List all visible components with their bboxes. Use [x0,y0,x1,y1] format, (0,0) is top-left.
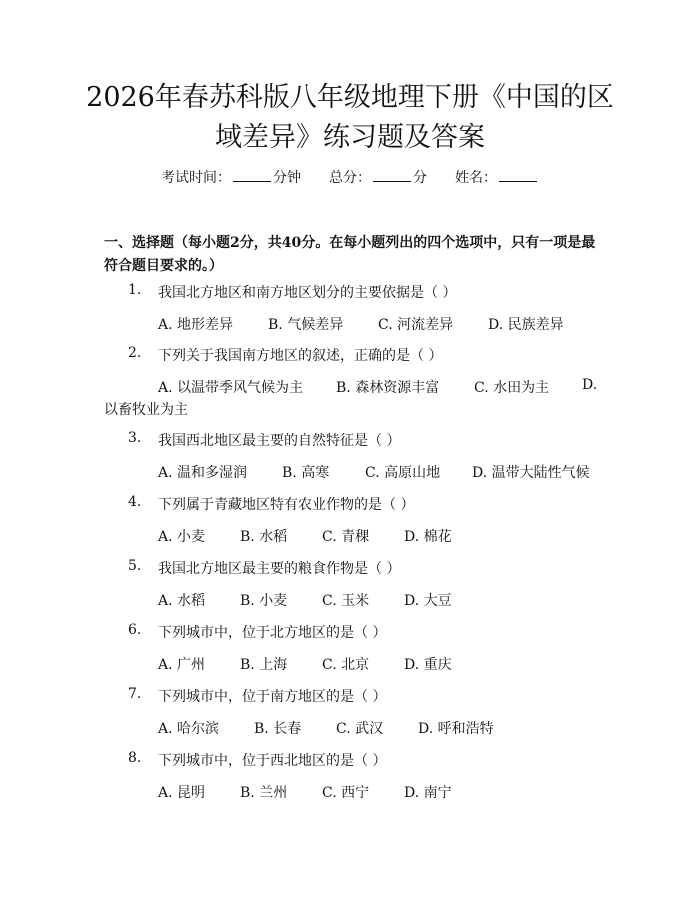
question-number: 6. [128,622,142,638]
option-d: D. 重庆 [404,657,452,673]
score-unit: 分 [413,170,427,186]
title-line-2: 域差异》练习题及答案 [215,122,485,153]
option-d: D. 大豆 [404,593,452,609]
option-c: C. 武汉 [336,721,384,737]
question-number: 8. [128,750,142,766]
question-number: 5. [128,558,142,574]
option-b: B. 水稻 [240,529,288,545]
option-c: C. 北京 [322,657,370,673]
option-c: C. 河流差异 [378,317,454,333]
question-text: 我国北方地区最主要的粮食作物是（ ） [158,561,401,577]
document-title [0,78,700,158]
name-label: 姓名： [455,170,497,186]
option-a: A. 温和多湿润 [158,465,248,481]
question-number: 7. [128,686,142,702]
option-b: B. 小麦 [240,593,288,609]
option-d: D. 呼和浩特 [418,721,494,737]
question-text: 下列属于青藏地区特有农业作物的是（ ） [158,497,415,513]
time-unit: 分钟 [273,170,301,186]
option-a: A. 地形差异 [158,317,234,333]
option-c: C. 青稞 [322,529,370,545]
question-text: 下列城市中，位于北方地区的是（ ） [158,625,387,641]
title-line-1: 2026年春苏科版八年级地理下册《中国的区 [86,82,614,113]
option-b: B. 上海 [240,657,288,673]
option-b: B. 高寒 [282,465,330,481]
question-text: 下列关于我国南方地区的叙述，正确的是（ ） [158,348,443,364]
option-d: D. 温带大陆性气候 [472,465,590,481]
option-c: C. 西宁 [322,785,370,801]
option-a: A. 小麦 [158,529,206,545]
option-b: B. 长春 [254,721,302,737]
option-d: D. [582,377,598,393]
option-d: D. 棉花 [404,529,452,545]
exam-meta-line [0,167,700,187]
name-blank [499,169,537,182]
question-number: 3. [128,430,142,446]
question-text: 我国北方地区和南方地区划分的主要依据是（ ） [158,285,457,301]
option-c: C. 水田为主 [474,380,550,396]
time-label: 考试时间： [161,170,231,186]
question-number: 4. [128,494,142,510]
score-blank [373,169,411,182]
option-a: A. 昆明 [158,785,206,801]
option-a: A. 水稻 [158,593,206,609]
score-label: 总分： [329,170,371,186]
option-d: D. 民族差异 [488,317,564,333]
section-heading: 一、选择题（每小题2分，共40分。在每小题列出的四个选项中，只有一项是最符合题目要求的。） [104,235,596,274]
option-d: D. 南宁 [404,785,452,801]
option-c: C. 玉米 [322,593,370,609]
question-number: 1. [128,282,142,298]
option-c: C. 高原山地 [365,465,441,481]
question-text: 下列城市中，位于南方地区的是（ ） [158,689,387,705]
option-a: A. 哈尔滨 [158,721,220,737]
question-text: 我国西北地区最主要的自然特征是（ ） [158,433,401,449]
option-b: B. 森林资源丰富 [336,380,440,396]
option-a: A. 广州 [158,657,206,673]
time-blank [233,169,271,182]
option-b: B. 气候差异 [268,317,344,333]
question-2-option-d-text: 以畜牧业为主 [104,402,188,418]
option-a: A. 以温带季风气候为主 [158,380,304,396]
option-b: B. 兰州 [240,785,288,801]
question-text: 下列城市中，位于西北地区的是（ ） [158,753,387,769]
question-number: 2. [128,345,142,361]
